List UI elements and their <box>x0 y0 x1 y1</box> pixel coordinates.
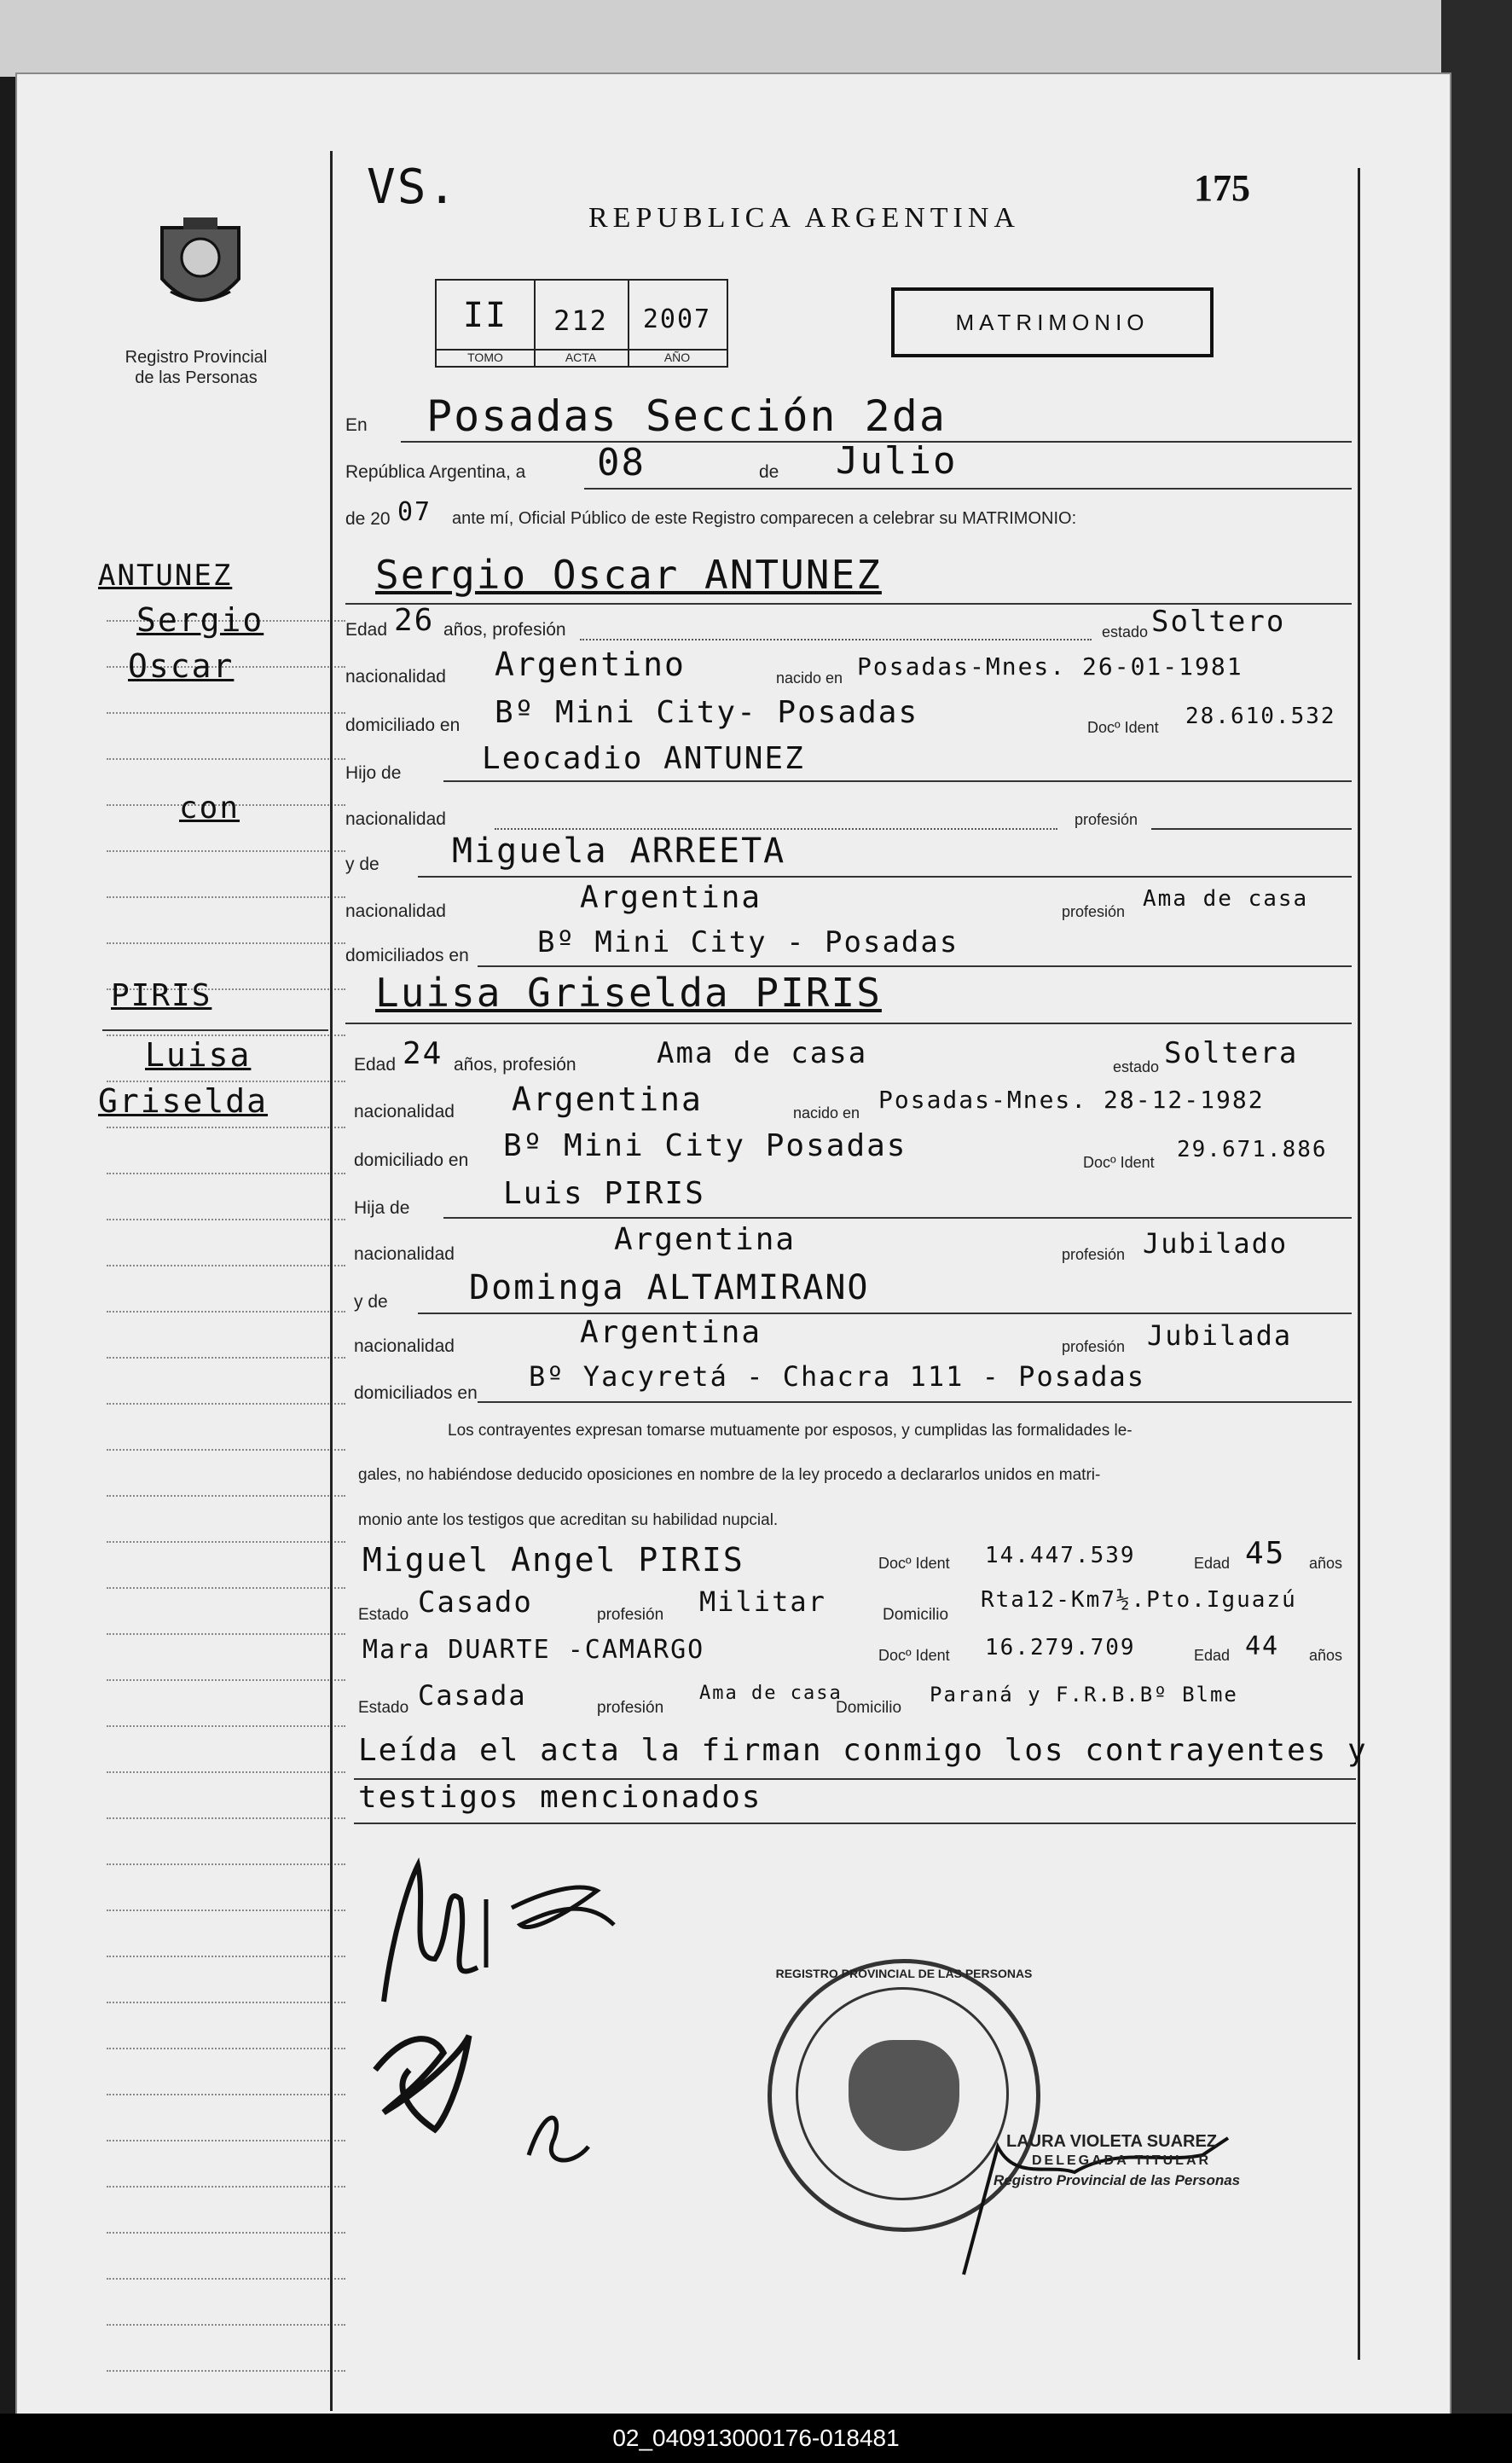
en-value: Posadas Sección 2da <box>426 391 947 441</box>
witness1-doc: 14.447.539 <box>985 1543 1136 1568</box>
witness2-estado: Casada <box>418 1679 527 1712</box>
margin-rule-line <box>107 758 345 760</box>
groom-nacionalidad: Argentino <box>495 646 686 683</box>
bride-prof-madre: Jubilada <box>1147 1319 1293 1352</box>
scanner-background-right <box>1441 0 1512 2463</box>
margin-rule-line <box>107 1495 345 1497</box>
witness2-domicilio-label: Domicilio <box>836 1699 902 1717</box>
republica-label: República Argentina, a <box>345 462 526 482</box>
bride-nacionalidad-label: nacionalidad <box>354 1102 455 1121</box>
witness2-estado-label: Estado <box>358 1699 409 1717</box>
margin-rule-line <box>107 1173 345 1174</box>
groom-madre: Miguela ARREETA <box>452 832 786 871</box>
groom-prof-madre: Ama de casa <box>1143 886 1309 912</box>
groom-nacionalidad-label: nacionalidad <box>345 667 446 687</box>
margin-rule-line <box>107 1127 345 1128</box>
official-stamp: REGISTRO PROVINCIAL DE LAS PERSONAS <box>768 1959 1040 2232</box>
margin-rule-line <box>107 1403 345 1405</box>
groom-doc-label: Docº Ident <box>1087 719 1159 736</box>
witness1-anios-label: años <box>1309 1555 1343 1572</box>
acta-label: ACTA <box>534 349 628 364</box>
paragraph-line3: monio ante los testigos que acreditan su habilidad nupcial. <box>358 1511 779 1529</box>
groom-profesion-label: profesión <box>1075 811 1138 828</box>
groom-edad: 26 <box>394 603 435 638</box>
witness2-domicilio: Paraná y F.R.B.Bº Blme <box>930 1683 1238 1707</box>
witness1-doc-label: Docº Ident <box>878 1555 950 1572</box>
en-label: En <box>345 415 368 435</box>
registry-label: Registro Provincial de las Personas <box>125 348 268 387</box>
bride-padre: Luis PIRIS <box>503 1176 705 1211</box>
witness2-anios-label: años <box>1309 1647 1343 1664</box>
reference-box <box>435 279 728 368</box>
margin-rule-line <box>107 2278 345 2280</box>
groom-estado: Soltero <box>1151 605 1286 639</box>
bride-nac-madre-label: nacionalidad <box>354 1336 455 1356</box>
month-value: Julio <box>836 439 958 483</box>
witness2-edad-label: Edad <box>1194 1647 1231 1664</box>
margin-rule-line <box>107 1863 345 1865</box>
bride-doc: 29.671.886 <box>1177 1137 1328 1162</box>
margin-rule-line <box>107 942 345 944</box>
groom-nacido-label: nacido en <box>776 669 843 687</box>
witness1-profesion-label: profesión <box>597 1606 664 1624</box>
bride-edad-label: Edad <box>354 1055 397 1075</box>
anio-label: AÑO <box>628 349 727 364</box>
margin-rule-line <box>107 850 345 852</box>
groom-edad-label: Edad <box>345 620 388 640</box>
bride-doc-label: Docº Ident <box>1083 1154 1155 1171</box>
image-caption: 02_040913000176-018481 <box>0 2414 1512 2463</box>
witness1-domicilio-label: Domicilio <box>883 1606 949 1624</box>
de-label: de <box>759 462 779 482</box>
margin-divider <box>330 151 333 2411</box>
groom-nacido: Posadas-Mnes. 26-01-1981 <box>857 652 1243 681</box>
groom-padre: Leocadio ANTUNEZ <box>482 741 805 776</box>
margin-rule-line <box>107 1587 345 1589</box>
witness2-edad: 44 <box>1245 1631 1280 1661</box>
groom-anios-profesion-label: años, profesión <box>443 620 566 640</box>
bride-prof-madre-label: profesión <box>1062 1338 1126 1355</box>
groom-domiciliado-label: domiciliado en <box>345 716 461 735</box>
official-org: Registro Provincial de las Personas <box>994 2172 1241 2188</box>
margin-rule-line <box>107 1817 345 1819</box>
groom-domicilio: Bº Mini City- Posadas <box>495 695 919 730</box>
witness2-profesion: Ama de casa <box>699 1683 843 1704</box>
bride-domicilio: Bº Mini City Posadas <box>503 1128 907 1163</box>
bride-nac-padre: Argentina <box>614 1222 797 1257</box>
year-value: 07 <box>397 497 432 527</box>
groom-nac-padre-label: nacionalidad <box>345 809 446 829</box>
margin-bride-name2: Griselda <box>98 1082 269 1120</box>
margin-rule-line <box>107 712 345 714</box>
day-value: 08 <box>597 441 646 484</box>
groom-estado-label: estado <box>1102 623 1149 640</box>
official-name: LAURA VIOLETA SUAREZ <box>1006 2132 1218 2151</box>
witness1-edad: 45 <box>1245 1536 1286 1571</box>
margin-rule-line <box>107 896 345 898</box>
margin-rule-line <box>107 1265 345 1266</box>
witness1-estado-label: Estado <box>358 1606 409 1624</box>
groom-prof-madre-label: profesión <box>1062 903 1126 920</box>
margin-rule-line <box>107 2002 345 2003</box>
bride-prof-padre-label: profesión <box>1062 1246 1126 1263</box>
witness1-edad-label: Edad <box>1194 1555 1231 1572</box>
margin-rule-line <box>107 2324 345 2326</box>
margin-rule-line <box>107 1541 345 1543</box>
margin-rule-line <box>107 1771 345 1773</box>
paragraph-line2: gales, no habiéndose deducido oposiciones en nombre de la ley procedo a declararlos unidos en matri- <box>358 1466 1101 1484</box>
page-number: 175 <box>1194 167 1250 209</box>
tomo-label: TOMO <box>437 349 534 364</box>
groom-doc: 28.610.532 <box>1185 704 1336 729</box>
country-title: REPUBLICA ARGENTINA <box>588 202 1020 234</box>
bride-nac-madre: Argentina <box>580 1315 762 1350</box>
bride-domiciliado-label: domiciliado en <box>354 1150 469 1170</box>
margin-rule-line <box>107 2232 345 2234</box>
witness2-doc: 16.279.709 <box>985 1635 1136 1660</box>
bride-madre: Dominga ALTAMIRANO <box>469 1268 870 1307</box>
bride-anios-profesion-label: años, profesión <box>454 1055 576 1075</box>
margin-groom-name2: Oscar <box>128 647 235 685</box>
margin-rule-line <box>107 2094 345 2095</box>
bride-estado: Soltera <box>1164 1036 1299 1070</box>
doc-type-box: MATRIMONIO <box>891 287 1214 357</box>
groom-nac-madre: Argentina <box>580 880 762 915</box>
groom-domicilio-padres: Bº Mini City - Posadas <box>537 925 959 959</box>
margin-rule-line <box>107 1910 345 1911</box>
witness2-doc-label: Docº Ident <box>878 1647 950 1664</box>
margin-rule-line <box>107 2048 345 2049</box>
stamp-emblem-icon <box>849 2040 959 2151</box>
witness2-profesion-label: profesión <box>597 1699 664 1717</box>
witness1-name: Miguel Angel PIRIS <box>362 1541 744 1579</box>
margin-groom-surname: ANTUNEZ <box>98 559 233 593</box>
margin-rule-line <box>107 1219 345 1220</box>
signatures <box>358 1831 733 2215</box>
bride-prof-padre: Jubilado <box>1143 1227 1289 1260</box>
tomo-value: II <box>462 296 508 335</box>
register-page <box>15 72 1451 2417</box>
groom-nac-madre-label: nacionalidad <box>345 901 446 921</box>
bride-y-de-label: y de <box>354 1292 388 1312</box>
margin-rule-line <box>107 2186 345 2188</box>
groom-y-de-label: y de <box>345 855 379 874</box>
bride-nac-padre-label: nacionalidad <box>354 1244 455 1264</box>
bride-domicilio-padres: Bº Yacyretá - Chacra 111 - Posadas <box>529 1360 1146 1393</box>
official-title: DELEGADA TITULAR <box>1032 2153 1212 2168</box>
scanner-background-top <box>0 0 1512 77</box>
margin-rule-line <box>107 1633 345 1635</box>
groom-domiciliados-label: domiciliados en <box>345 946 469 965</box>
margin-groom-name1: Sergio <box>136 601 264 639</box>
witness1-estado: Casado <box>418 1585 533 1620</box>
top-mark: VS. <box>367 159 459 215</box>
margin-con: con <box>179 791 240 826</box>
groom-hijo-label: Hijo de <box>345 763 402 783</box>
margin-rule-line <box>107 2370 345 2372</box>
margin-rule-line <box>107 1357 345 1359</box>
intro-text: ante mí, Oficial Público de este Registro comparecen a celebrar su MATRIMONIO: <box>452 509 1077 528</box>
margin-bride-name1: Luisa <box>145 1036 252 1074</box>
margin-rule-line <box>107 1725 345 1727</box>
bride-profesion: Ama de casa <box>657 1036 868 1070</box>
bride-full-name: Luisa Griselda PIRIS <box>375 970 882 1016</box>
groom-full-name: Sergio Oscar ANTUNEZ <box>375 552 882 598</box>
bride-nacionalidad: Argentina <box>512 1081 703 1118</box>
paragraph-line1: Los contrayentes expresan tomarse mutuamente por esposos, y cumplidas las formalidades le- <box>448 1422 1133 1440</box>
right-border <box>1358 168 1360 2360</box>
witness2-name: Mara DUARTE -CAMARGO <box>362 1635 705 1665</box>
margin-rule-line <box>107 1311 345 1313</box>
bride-edad: 24 <box>403 1036 443 1071</box>
margin-rule-line <box>107 1956 345 1957</box>
bride-domiciliados-label: domiciliados en <box>354 1383 478 1403</box>
closing-line2: testigos mencionados <box>358 1780 762 1815</box>
margin-rule-line <box>107 1679 345 1681</box>
bride-hija-label: Hija de <box>354 1198 410 1218</box>
margin-bride-surname: PIRIS <box>111 978 212 1013</box>
witness1-domicilio: Rta12-Km7½.Pto.Iguazú <box>981 1587 1297 1613</box>
acta-value: 212 <box>553 304 608 337</box>
anio-value: 2007 <box>642 304 712 334</box>
province-emblem-icon <box>145 211 256 322</box>
margin-rule-line <box>107 2140 345 2141</box>
margin-rule-line <box>107 1449 345 1451</box>
de20-label: de 20 <box>345 509 391 529</box>
bride-nacido: Posadas-Mnes. 28-12-1982 <box>878 1086 1265 1114</box>
bride-nacido-label: nacido en <box>793 1104 860 1121</box>
witness1-profesion: Militar <box>699 1585 826 1618</box>
bride-estado-label: estado <box>1113 1058 1160 1075</box>
closing-line1: Leída el acta la firman conmigo los contrayentes y <box>358 1733 1368 1768</box>
